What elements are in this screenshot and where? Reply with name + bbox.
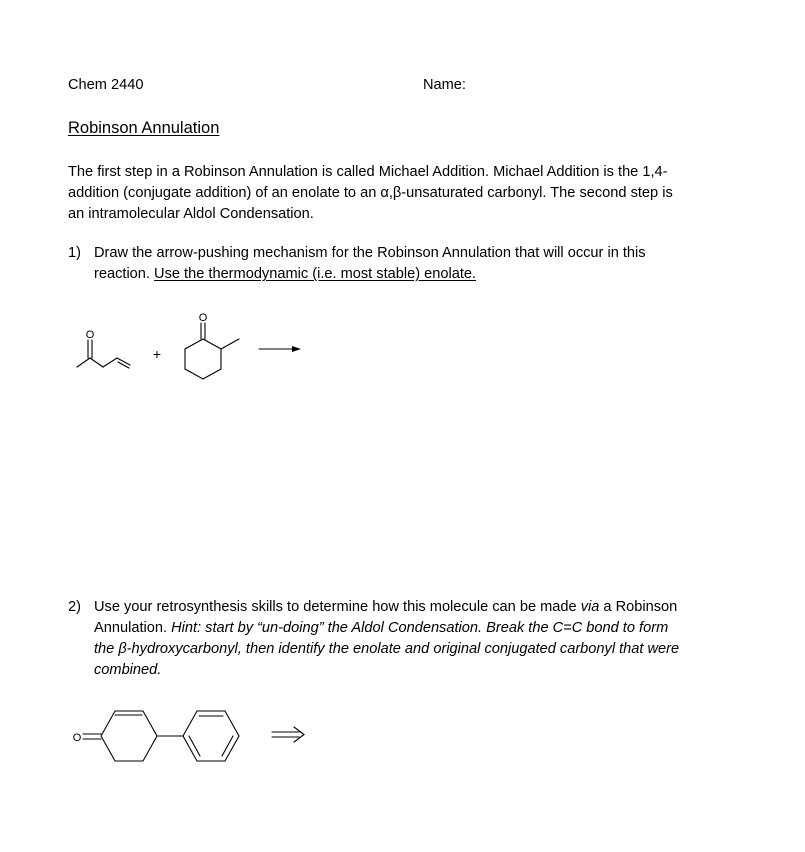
q2-line-1-italic: via bbox=[580, 599, 600, 615]
q2-line-1-plain: Use your retrosynthesis skills to determine how this molecule can be made bbox=[94, 599, 577, 615]
intro-line-2: addition (conjugate addition) of an enolate to an α,β-unsaturated carbonyl. The second step is bbox=[68, 185, 673, 201]
q2-line-1-end: a Robinson bbox=[603, 599, 678, 615]
page-title: Robinson Annulation bbox=[68, 119, 220, 137]
q1-line-2-plain: reaction. bbox=[94, 266, 150, 282]
q2-number: 2) bbox=[68, 599, 81, 615]
q2-line-2-plain: Annulation. bbox=[94, 620, 168, 636]
q1-number: 1) bbox=[68, 245, 81, 261]
q1-line-1: Draw the arrow-pushing mechanism for the Robinson Annulation that will occur in this bbox=[94, 245, 646, 261]
plus-sign: + bbox=[152, 346, 162, 362]
ketone-oxygen-atom: O bbox=[198, 312, 208, 324]
intro-line-1: The first step in a Robinson Annulation is called Michael Addition. Michael Addition is the 1,4- bbox=[68, 164, 668, 180]
cyclohexenone-ring bbox=[73, 711, 157, 761]
mvk-oxygen-atom: O bbox=[85, 329, 95, 341]
q2-hint-end: combined. bbox=[94, 662, 162, 678]
q1-instruction-underlined: Use the thermodynamic (i.e. most stable) enolate. bbox=[154, 266, 477, 282]
benzene-ring bbox=[157, 711, 239, 761]
retrosynthesis-arrow bbox=[272, 727, 304, 742]
target-oxygen-atom: O bbox=[72, 732, 82, 744]
q2-hint: Hint: start by “un-doing” the Aldol Condensation. Break the C=C bond to form bbox=[171, 620, 669, 636]
intro-line-3: an intramolecular Aldol Condensation. bbox=[68, 206, 314, 222]
name-label: Name: bbox=[423, 77, 466, 93]
course-label: Chem 2440 bbox=[68, 77, 144, 93]
q2-hint-continued: the β-hydroxycarbonyl, then identify the enolate and original conjugated carbonyl that were bbox=[94, 641, 680, 657]
